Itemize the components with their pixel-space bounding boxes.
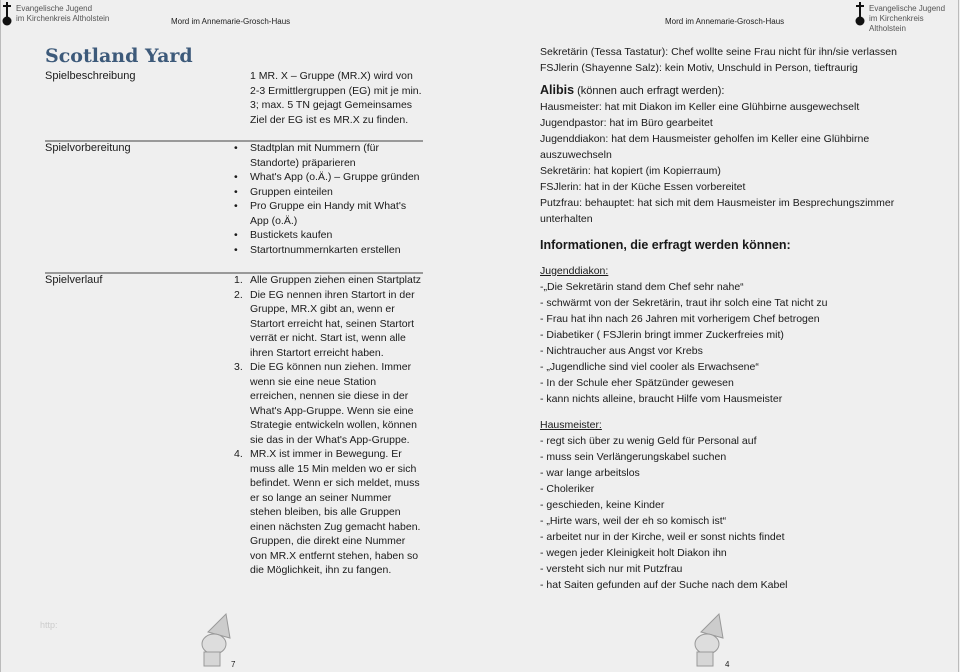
watermark: http: [40, 620, 58, 630]
doc-title-left: Mord im Annemarie-Grosch-Haus [171, 17, 291, 26]
step-text: Die EG können nun ziehen. Immer wenn sie eine neue Station erreichen, nennen sie diese in der What's App-Gruppe. Wenn sie eine Strategie entwickeln wollen, können sie das in der What's App-Gruppe. [250, 361, 417, 446]
info-line: - arbeitet nur in der Kirche, weil er sonst nichts findet [540, 531, 785, 543]
page-number: 4 [725, 660, 730, 669]
step-number: 1. [234, 274, 243, 286]
info-line: - schwärmt von der Sekretärin, traut ihr solch eine Tat nicht zu [540, 297, 828, 309]
info-line: - Nichtraucher aus Angst vor Krebs [540, 345, 703, 357]
motive-line: Sekretärin (Tessa Tastatur): Chef wollte seine Frau nicht für ihn/sie verlassen [540, 46, 897, 58]
info-line: - hat Saiten gefunden auf der Suche nach dem Kabel [540, 579, 788, 591]
org-line-1: Evangelische Jugend [16, 4, 93, 13]
info-line: - „Hirte wars, weil der eh so komisch ist“ [540, 515, 727, 527]
info-line: -„Die Sekretärin stand dem Chef sehr nahe“ [540, 281, 744, 293]
alibi-line: Jugenddiakon: hat dem Hausmeister geholfen im Keller eine Glühbirne auszuwechseln [540, 133, 870, 161]
info-line: - war lange arbeitslos [540, 467, 640, 479]
alibi-line: Hausmeister: hat mit Diakon im Keller eine Glühbirne ausgewechselt [540, 101, 860, 113]
alibi-line: Sekretärin: hat kopiert (im Kopierraum) [540, 165, 721, 177]
list-item: • What's App (o.Ä.) – Gruppe gründen [250, 170, 425, 185]
step-text: MR.X ist immer in Bewegung. Er muss alle 15 Min melden wo er sich befindet. Wenn er sich meldet, muss er so lange an seiner Nummer stehen bleiben, bis alle Gruppen einen nächsten Zug gemacht haben. Gruppen, die direkt eine Nummer von MR.X entfernt stehen, haben so die Möglichkeit, ihn zu fangen. [250, 448, 421, 576]
page-edge-right [958, 0, 959, 672]
org-line-2: im Kirchenkreis Altholstein [869, 14, 924, 33]
info-heading: Informationen, die erfragt werden können: [540, 238, 791, 252]
cross-logo-icon [2, 2, 12, 26]
list-item [234, 273, 425, 288]
row-description: 1 MR. X – Gruppe (MR.X) wird von 2-3 Ermittlergruppen (EG) mit je min. 3; max. 5 TN gejagt Gemeinsames Ziel der EG ist es MR.X zu finden. [250, 70, 422, 126]
alibis-heading [540, 82, 920, 99]
row-label: Spielverlauf [45, 274, 103, 286]
info-line: - Frau hat ihn nach 26 Jahren mit vorherigem Chef betrogen [540, 313, 820, 325]
list-item [234, 360, 425, 447]
preparation-list [250, 141, 425, 257]
org-name [16, 4, 109, 24]
alibis-title: Alibis [540, 83, 575, 97]
alibis-subtitle: (können auch erfragt werden): [577, 85, 725, 97]
info-line: - „Jugendliche sind viel cooler als Erwachsene“ [540, 361, 759, 373]
row-label: Spielvorbereitung [45, 142, 131, 154]
step-number: 2. [234, 288, 243, 301]
info-line: - Diabetiker ( FSJlerin bringt immer Zuckerfreies mit) [540, 329, 784, 341]
info-line: - Choleriker [540, 483, 595, 495]
step-text: Alle Gruppen ziehen einen Startplatz [250, 274, 422, 286]
info-line: - muss sein Verlängerungskabel suchen [540, 451, 727, 463]
info-line: - versteht sich nur mit Putzfrau [540, 563, 683, 575]
alibi-line: Jugendpastor: hat im Büro gearbeitet [540, 117, 713, 129]
cross-logo-icon [855, 2, 865, 26]
info-line: - geschieden, keine Kinder [540, 499, 665, 511]
doc-title-right: Mord im Annemarie-Grosch-Haus [665, 17, 785, 26]
org-line-1: Evangelische Jugend [869, 4, 946, 13]
row-label: Spielbeschreibung [45, 70, 136, 82]
org-line-2: im Kirchenkreis Altholstein [16, 14, 110, 23]
list-item: • Pro Gruppe ein Handy mit What's App (o.Ä.) [250, 199, 425, 228]
list-item [234, 288, 425, 361]
motive-line: FSJlerin (Shayenne Salz): kein Motiv, Unschuld in Person, tieftraurig [540, 62, 858, 74]
org-name [869, 4, 960, 34]
list-item: • Gruppen einteilen [250, 185, 425, 200]
info-line: - In der Schule eher Spätzünder gewesen [540, 377, 734, 389]
page-number: 7 [231, 660, 236, 669]
section-heading: Jugenddiakon: [540, 265, 609, 277]
right-page-content [540, 44, 920, 593]
step-text: Die EG nennen ihren Startort in der Gruppe, MR.X gibt an, wenn er Startort erreicht hat, seinen Startort verrät er nicht. Start ist, wenn alle ihren Startort erreicht haben. [250, 288, 415, 359]
list-item: • Stadtplan mit Nummern (für Standorte) präparieren [250, 141, 425, 170]
alibi-line: Putzfrau: behauptet: hat sich mit dem Hausmeister im Besprechungszimmer unterhalten [540, 197, 895, 225]
section-heading: Hausmeister: [540, 419, 602, 431]
info-line: - kann nichts alleine, braucht Hilfe vom Hausmeister [540, 393, 783, 405]
page-edge-left [0, 0, 1, 672]
step-number: 3. [234, 361, 243, 373]
procedure-list [234, 273, 425, 578]
alibi-line: FSJlerin: hat in der Küche Essen vorbereitet [540, 181, 746, 193]
page-title: Scotland Yard [45, 45, 193, 67]
list-item: • Startortnummernkarten erstellen [250, 243, 425, 258]
step-number: 4. [234, 448, 243, 460]
info-line: - regt sich über zu wenig Geld für Personal auf [540, 435, 757, 447]
list-item [234, 447, 425, 578]
list-item: • Bustickets kaufen [250, 228, 425, 243]
info-line: - wegen jeder Kleinigkeit holt Diakon ihn [540, 547, 727, 559]
